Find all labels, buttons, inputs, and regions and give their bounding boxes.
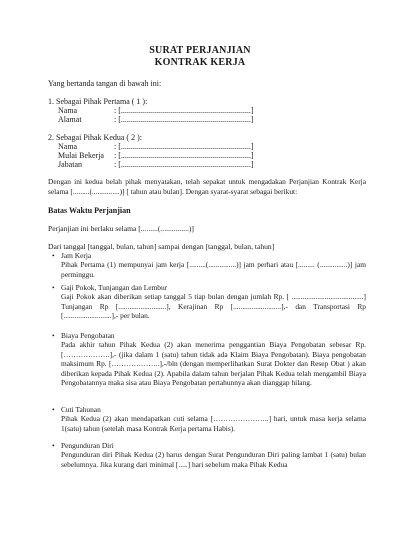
bullet-icon: • — [52, 441, 55, 450]
field-value: : [.................................................................] — [114, 160, 254, 169]
field-label: Jabatan — [58, 160, 82, 169]
bullet-icon: • — [52, 405, 55, 414]
duration-line: Perjanjian ini berlaku selama [.........(...............)] — [48, 224, 194, 233]
list-item-title: • Cuti Tahunan — [52, 405, 101, 414]
list-item-title: • Pengunduran Diri — [52, 441, 114, 450]
field-label: Mulai Bekerja — [58, 151, 104, 160]
field-value: : [.................................................................] — [114, 115, 254, 124]
bullet-icon: • — [52, 251, 55, 260]
field-label: Nama — [58, 142, 78, 151]
party2-position-row — [58, 160, 254, 170]
bullet-icon: • — [52, 283, 55, 292]
list-item-body: Pada akhir tahun Pihak Kedua (2) akan menerima penggantian Biaya Pengobatan sebesar Rp. [……………….],- (jika dalam 1 (satu) tahun tidak ada Klaim Biaya Pengobatan). Biaya pengobatan maksimum Rp. [………………..],-/bln (dengan memperlihatkan Surat Dokter dan Resep Obat ) akan diberikan kepada Pihak Kedua (2). Apabila dalam tahun berjalan Pihak Kedua telah mengambil Biaya Pengobatannya maka sisa atau Biaya Pengobatan pertahunnya akan dianggap hilang. — [61, 340, 366, 388]
field-value: : [.................................................................] — [114, 106, 254, 115]
list-item-body: Pihak Kedua (2) akan mendapatkan cuti selama […………………..] hari, untuk masa kerja selama 1(satu) tahun (setelah masa Kontrak Kerja pertama Habis). — [61, 414, 366, 433]
list-item-body: Pihak Pertama (1) mempunyai jam kerja [.........(...............)] jam perhari atau [......... (...............)] jam perminggu. — [61, 260, 366, 279]
section-title: Batas Waktu Perjanjian — [48, 206, 131, 215]
intro-text: Yang bertanda tangan di bawah ini: — [48, 79, 162, 88]
field-value: : [.................................................................] — [114, 142, 254, 151]
document-title: SURAT PERJANJIAN — [149, 45, 251, 56]
party2-heading: 2. Sebagai Pihak Kedua ( 2 ): — [48, 133, 142, 142]
list-item-title: • Jam Kerja — [52, 251, 92, 260]
list-item-body: Pengunduran diri Pihak Kedua (2) harus dengan Surat Pengunduran Diri paling lambat 1 (satu) bulan sebelumnya. Jika kurang dari minimal [.....] hari sebelum maka Pihak Kedua — [61, 450, 366, 469]
party1-address-row — [58, 115, 254, 125]
document-subtitle: KONTRAK KERJA — [154, 57, 246, 68]
date-range-line: Dari tanggal [tanggal, bulan, tahun] sampai dengan [tanggal, bulan, tahun] — [48, 242, 275, 251]
party1-heading: 1. Sebagai Pihak Pertama ( 1 ): — [48, 97, 148, 106]
list-item-body: Gaji Pokok akan diberikan setiap tanggal 5 tiap bulan dengan jumlah Rp. [ .......................................] Tunjangan Rp [..........................], Kerajinan Rp [..........................],- dan Transportasi Rp [..........................],- per bulan. — [61, 292, 366, 321]
agreement-paragraph: Dengan ini kedua belah pihak menyatakan, telah sepakat untuk mengadakan Perjanjian Kontrak Kerja selama [.........(...............)] [ tahun atau bulan]. Dengan syarat-syarat sebagai berikut: — [48, 177, 366, 196]
field-value: : [.................................................................] — [114, 151, 254, 160]
list-item-title: • Gaji Pokok, Tunjangan dan Lembur — [52, 283, 168, 292]
field-label: Alamat — [58, 115, 82, 124]
list-item-title: • Biaya Pengobatan — [52, 331, 115, 340]
bullet-icon: • — [52, 331, 55, 340]
field-label: Nama — [58, 106, 78, 115]
